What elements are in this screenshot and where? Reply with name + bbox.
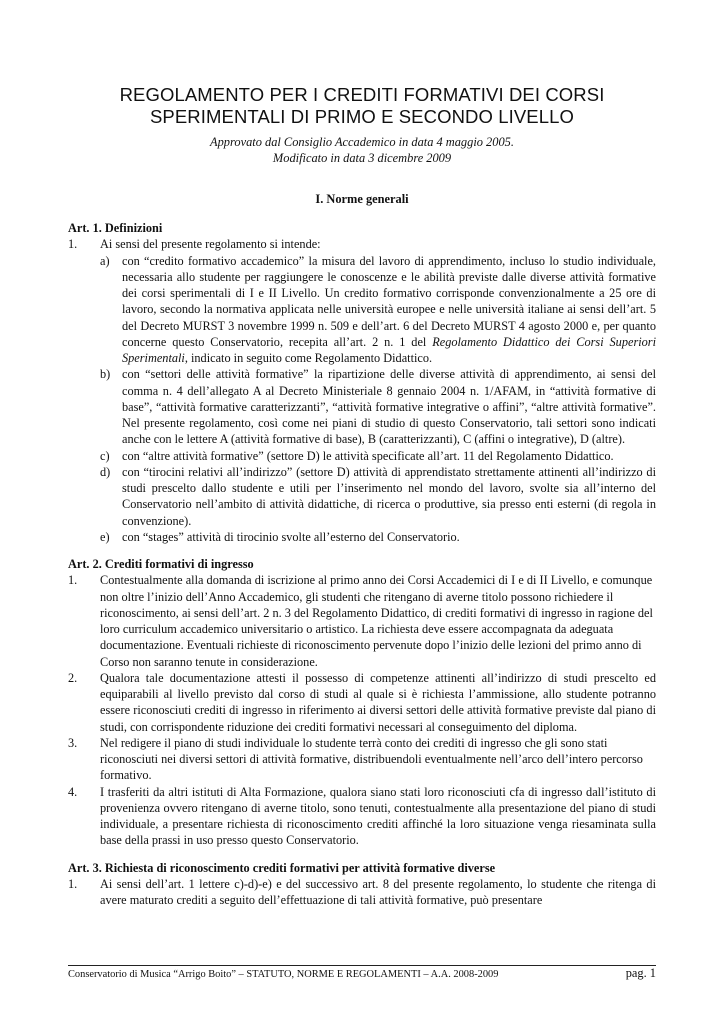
paragraph-number: 1. <box>68 237 78 252</box>
item-text: con “settori delle attività formative” la ripartizione delle diverse attività di apprendimento, ai sensi del comma n. 4 dell’allegato A al Decreto Ministeriale 8 gennaio 2004 n. 1/AFAM, in “attività formative di base”, “attività formative caratterizzanti”, “attività formative integrative o affini”, “altre attività formative”. Nel presente regolamento, così come nei piani di studio di questo Conservatorio, tali settori sono indicati anche con le lettere A (attività formative di base), B (caratterizzanti), C (affini o integrative), D (altre). <box>122 367 656 447</box>
art1-item-b <box>68 366 656 447</box>
item-text-part: , indicato in seguito come Regolamento Didattico. <box>184 351 433 365</box>
paragraph-number: 3. <box>68 735 78 750</box>
section-title: I. Norme generali <box>315 192 409 206</box>
document-body <box>68 220 656 908</box>
paragraph-text: Ai sensi del presente regolamento si intende: <box>100 237 321 252</box>
item-letter: d) <box>100 464 111 479</box>
art1-item-d <box>68 464 656 529</box>
paragraph-number: 2. <box>68 670 78 685</box>
item-text: con “tirocini relativi all’indirizzo” (settore D) attività di apprendistato strettamente attinenti all’indirizzo di studi prescelto dallo studente e utili per l’inserimento nel mondo del lavoro, svolte sia all’interno del Conservatorio nell’ambito di attività didattiche, di ricerca o produttive, sia presso enti esterni (di regola in convenzione). <box>122 464 656 528</box>
item-letter: c) <box>100 448 110 463</box>
modification-note: Modificato in data 3 dicembre 2009 <box>272 151 452 165</box>
item-text: con “stages” attività di tirocinio svolte all’esterno del Conservatorio. <box>122 529 460 544</box>
paragraph-number: 4. <box>68 784 78 799</box>
art1-item-c <box>68 448 656 464</box>
title-line-1: REGOLAMENTO PER I CREDITI FORMATIVI DEI CORSI <box>119 84 605 105</box>
item-letter: a) <box>100 253 110 268</box>
art1-item-e <box>68 529 656 545</box>
approval-note: Approvato dal Consiglio Accademico in data 4 maggio 2005. <box>210 135 514 149</box>
page-number: pag. 1 <box>625 966 656 980</box>
item-letter: e) <box>100 529 110 544</box>
art3-heading: Art. 3. Richiesta di riconoscimento crediti formativi per attività formative diverse <box>68 860 496 875</box>
art2-paragraph-2 <box>68 670 656 735</box>
paragraph-text: I trasferiti da altri istituti di Alta Formazione, qualora siano stati loro riconosciuti cfa di ingresso dall’istituto di provenienza ovvero ritengano di averne titolo, sono tenuti, contestualmente alla presentazione del piano di studi individuale, a presentare richiesta di riconoscimento crediti affinché la loro situazione venga riesaminata sulla base della prassi in uso presso questo Conservatorio. <box>100 784 656 848</box>
art3-paragraph-1 <box>68 876 656 909</box>
paragraph-text: Contestualmente alla domanda di iscrizione al primo anno dei Corsi Accademici di I e di II Livello, e comunque non oltre l’inizio dell’Anno Accademico, gli studenti che ritengano di averne titolo possono richiedere il riconoscimento, ai sensi dell’art. 2 n. 3 del Regolamento Didattico, di crediti formativi di ingresso in ragione del loro curriculum accademico universitario o artistico. La richiesta deve essere accompagnata da adeguata documentazione. Eventuali richieste di riconoscimento pervenute dopo l’inizio delle lezioni del primo anno di Corso non saranno tenute in considerazione. <box>100 573 653 669</box>
art1-item-a <box>68 253 656 367</box>
item-text <box>122 253 656 367</box>
document-subtitle <box>68 134 656 166</box>
title-line-2: SPERIMENTALI DI PRIMO E SECONDO LIVELLO <box>149 106 575 127</box>
item-text: con “altre attività formative” (settore D) le attività specificate all’art. 11 del Regolamento Didattico. <box>122 448 614 463</box>
art1-heading: Art. 1. Definizioni <box>68 221 163 235</box>
regulation-title-italic: Regolamento Didattico dei Corsi Superiori Sperimentali <box>122 334 656 365</box>
item-text-part: con “credito formativo accademico” la misura del lavoro di apprendimento, incluso lo studio individuale, necessaria allo studente per raggiungere le conoscenze e le abilità previste dalle diverse attività formative dei corsi sperimentali di I e II Livello. Un credito formativo corrisponde convenzionalmente a 25 ore di lavoro, secondo la normativa applicata nelle università europee e nelle università italiane ai sensi dell’art. 5 del Decreto MURST 3 novembre 1999 n. 509 e dell’art. 6 del Decreto MURST 4 agosto 2000 e, per quanto concerne questo Conservatorio, recepita all’art. 2 n. 1 del <box>122 253 656 349</box>
art2-paragraph-3 <box>68 735 656 784</box>
paragraph-number: 1. <box>68 876 78 891</box>
document-title <box>68 84 656 128</box>
paragraph-text: Nel redigere il piano di studi individuale lo studente terrà conto dei crediti di ingresso che gli sono stati riconosciuti nei diversi settori di attività formative, distribuendoli eventualmente nell’arco dell’intero percorso formativo. <box>100 735 643 783</box>
paragraph-number: 1. <box>68 573 78 588</box>
item-letter: b) <box>100 367 111 382</box>
footer-divider <box>68 965 656 966</box>
paragraph-text: Qualora tale documentazione attesti il possesso di competenze attinenti all’indirizzo di studi prescelto ed equiparabili al livello previsto dal corso di studi al quale si è richiesta l’ammissione, allo studente potranno essere riconosciuti crediti di ingresso in riferimento ai diversi settori delle attività formative previste dal piano di studi, con corrispondente riduzione dei crediti formativi necessari al conseguimento del diploma. <box>100 670 656 734</box>
footer-text: Conservatorio di Musica “Arrigo Boito” – STATUTO, NORME E REGOLAMENTI – A.A. 2008-2009 <box>68 969 499 980</box>
art2-heading: Art. 2. Crediti formativi di ingresso <box>68 557 254 571</box>
art2-paragraph-4 <box>68 784 656 849</box>
art1-paragraph-1 <box>68 236 656 252</box>
art2-paragraph-1 <box>68 572 656 670</box>
paragraph-text: Ai sensi dell’art. 1 lettere c)-d)-e) e del successivo art. 8 del presente regolamento, lo studente che ritenga di avere maturato crediti a seguito dell’effettuazione di tali attività formative, può presentare <box>100 876 656 907</box>
